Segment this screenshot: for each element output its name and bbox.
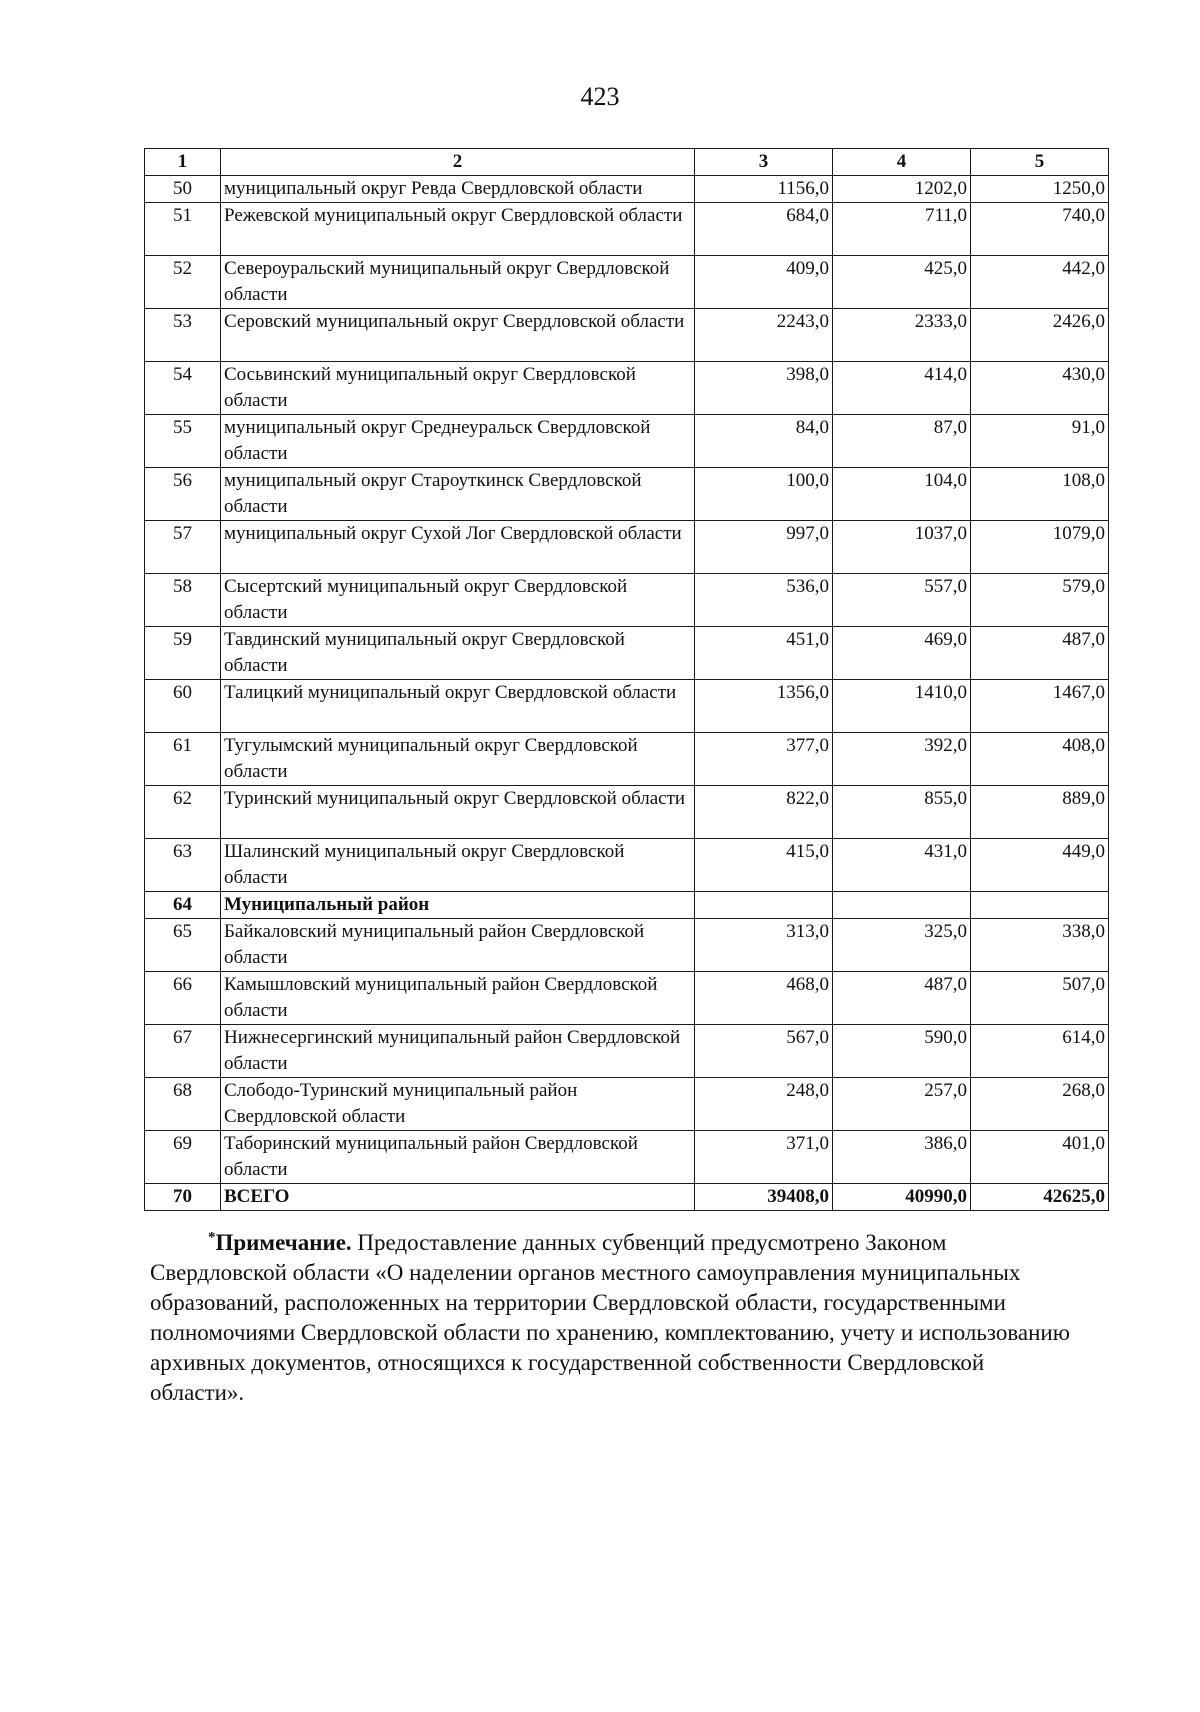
row-col5-cell: 408,0: [971, 733, 1109, 786]
row-col3-cell: 398,0: [695, 362, 833, 415]
table-row: [145, 309, 1109, 362]
header-col-3: 3: [695, 149, 833, 176]
row-col4-cell: 87,0: [833, 415, 971, 468]
header-col-1: 1: [145, 149, 221, 176]
row-name-cell: Шалинский муниципальный округ Свердловской области: [221, 839, 695, 892]
row-col3-cell: 371,0: [695, 1131, 833, 1184]
table-row: [145, 786, 1109, 839]
row-col3-cell: 468,0: [695, 972, 833, 1025]
row-col5-cell: 487,0: [971, 627, 1109, 680]
row-number-cell: 54: [145, 362, 221, 415]
row-col3-cell: 409,0: [695, 256, 833, 309]
row-name-cell: Байкаловский муниципальный район Свердловской области: [221, 919, 695, 972]
table-row: [145, 680, 1109, 733]
row-number-cell: 56: [145, 468, 221, 521]
row-name-cell: Тавдинский муниципальный округ Свердловской области: [221, 627, 695, 680]
row-number-cell: 52: [145, 256, 221, 309]
row-col5-cell: 2426,0: [971, 309, 1109, 362]
row-col4-cell: 1410,0: [833, 680, 971, 733]
row-col5-cell: 507,0: [971, 972, 1109, 1025]
table-row: [145, 415, 1109, 468]
row-col4-cell: 392,0: [833, 733, 971, 786]
row-col4-cell: 425,0: [833, 256, 971, 309]
row-name-cell: Режевской муниципальный округ Свердловской области: [221, 203, 695, 256]
row-col3-cell: 313,0: [695, 919, 833, 972]
row-col5-cell: 442,0: [971, 256, 1109, 309]
row-col4-cell: 590,0: [833, 1025, 971, 1078]
row-col4-cell: 855,0: [833, 786, 971, 839]
row-col5-cell: 1250,0: [971, 176, 1109, 203]
row-name-cell: Туринский муниципальный округ Свердловской области: [221, 786, 695, 839]
row-col5-cell: 268,0: [971, 1078, 1109, 1131]
table-row: [145, 1025, 1109, 1078]
row-number-cell: 55: [145, 415, 221, 468]
table-row: [145, 176, 1109, 203]
row-col4-cell: 40990,0: [833, 1184, 971, 1211]
row-col3-cell: 684,0: [695, 203, 833, 256]
table-row: [145, 892, 1109, 919]
row-name-cell: Муниципальный район: [221, 892, 695, 919]
row-col4-cell: 557,0: [833, 574, 971, 627]
row-number-cell: 61: [145, 733, 221, 786]
row-col3-cell: 536,0: [695, 574, 833, 627]
row-number-cell: 50: [145, 176, 221, 203]
table-row-total: [145, 1184, 1109, 1211]
table-row: [145, 839, 1109, 892]
row-col4-cell: 431,0: [833, 839, 971, 892]
footnote: [150, 1228, 1080, 1408]
row-name-cell: муниципальный округ Сухой Лог Свердловской области: [221, 521, 695, 574]
row-col4-cell: 257,0: [833, 1078, 971, 1131]
row-col4-cell: 1202,0: [833, 176, 971, 203]
row-col3-cell: 451,0: [695, 627, 833, 680]
row-name-cell: муниципальный округ Ревда Свердловской области: [221, 176, 695, 203]
table-row: [145, 521, 1109, 574]
footnote-label: Примечание.: [215, 1230, 352, 1255]
table-row: [145, 1078, 1109, 1131]
table-row: [145, 256, 1109, 309]
row-col3-cell: 84,0: [695, 415, 833, 468]
row-col5-cell: 740,0: [971, 203, 1109, 256]
row-col5-cell: 614,0: [971, 1025, 1109, 1078]
row-col3-cell: 2243,0: [695, 309, 833, 362]
row-name-cell: Слободо-Туринский муниципальный район Свердловской области: [221, 1078, 695, 1131]
row-col5-cell: 889,0: [971, 786, 1109, 839]
row-col5-cell: 430,0: [971, 362, 1109, 415]
row-name-cell: Камышловский муниципальный район Свердловской области: [221, 972, 695, 1025]
row-number-cell: 63: [145, 839, 221, 892]
row-col5-cell: 91,0: [971, 415, 1109, 468]
row-col3-cell: 822,0: [695, 786, 833, 839]
row-col5-cell: 108,0: [971, 468, 1109, 521]
page-number: 423: [580, 82, 620, 111]
subvention-table: [144, 148, 1109, 1211]
row-col5-cell: 338,0: [971, 919, 1109, 972]
row-name-cell: Сысертский муниципальный округ Свердловской области: [221, 574, 695, 627]
table-row: [145, 574, 1109, 627]
row-col4-cell: 325,0: [833, 919, 971, 972]
row-col3-cell: 100,0: [695, 468, 833, 521]
row-number-cell: 59: [145, 627, 221, 680]
table-row: [145, 919, 1109, 972]
row-col5-cell: 449,0: [971, 839, 1109, 892]
row-name-cell: Тугулымский муниципальный округ Свердловской области: [221, 733, 695, 786]
row-col4-cell: 414,0: [833, 362, 971, 415]
row-col4-cell: 469,0: [833, 627, 971, 680]
row-col4-cell: 104,0: [833, 468, 971, 521]
row-number-cell: 68: [145, 1078, 221, 1131]
row-number-cell: 57: [145, 521, 221, 574]
row-name-cell: ВСЕГО: [221, 1184, 695, 1211]
row-col5-cell: 1079,0: [971, 521, 1109, 574]
row-col3-cell: 248,0: [695, 1078, 833, 1131]
row-col4-cell: 1037,0: [833, 521, 971, 574]
row-number-cell: 69: [145, 1131, 221, 1184]
row-col3-cell: 997,0: [695, 521, 833, 574]
row-number-cell: 65: [145, 919, 221, 972]
row-number-cell: 62: [145, 786, 221, 839]
table-row: [145, 627, 1109, 680]
row-name-cell: Таборинский муниципальный район Свердловской области: [221, 1131, 695, 1184]
row-number-cell: 58: [145, 574, 221, 627]
table-header-row: [145, 149, 1109, 176]
header-col-5: 5: [971, 149, 1109, 176]
table-row: [145, 733, 1109, 786]
header-col-2: 2: [221, 149, 695, 176]
row-name-cell: Североуральский муниципальный округ Свердловской области: [221, 256, 695, 309]
row-name-cell: муниципальный округ Среднеуральск Свердловской области: [221, 415, 695, 468]
row-number-cell: 60: [145, 680, 221, 733]
row-name-cell: Нижнесергинский муниципальный район Свердловской области: [221, 1025, 695, 1078]
row-col5-cell: 42625,0: [971, 1184, 1109, 1211]
footnote-text: Предоставление данных субвенций предусмотрено Законом Свердловской области «О наделении органов местного самоуправления муниципальных образований, расположенных на территории Свердловской области, государственными полномочиями Свердловской области по хранению, комплектованию, учету и использованию архивных документов, относящихся к государственной собственности Свердловской области».: [150, 1230, 1070, 1405]
row-col3-cell: 1156,0: [695, 176, 833, 203]
row-name-cell: Серовский муниципальный округ Свердловской области: [221, 309, 695, 362]
row-col5-cell: [971, 892, 1109, 919]
row-number-cell: 51: [145, 203, 221, 256]
row-col3-cell: 567,0: [695, 1025, 833, 1078]
row-col4-cell: 2333,0: [833, 309, 971, 362]
row-number-cell: 70: [145, 1184, 221, 1211]
row-number-cell: 64: [145, 892, 221, 919]
table-row: [145, 1131, 1109, 1184]
row-name-cell: Талицкий муниципальный округ Свердловской области: [221, 680, 695, 733]
row-col5-cell: 579,0: [971, 574, 1109, 627]
row-col4-cell: 386,0: [833, 1131, 971, 1184]
row-col3-cell: 377,0: [695, 733, 833, 786]
header-col-4: 4: [833, 149, 971, 176]
row-col4-cell: 487,0: [833, 972, 971, 1025]
table-row: [145, 972, 1109, 1025]
row-number-cell: 67: [145, 1025, 221, 1078]
row-col5-cell: 1467,0: [971, 680, 1109, 733]
table-row: [145, 362, 1109, 415]
row-col3-cell: 1356,0: [695, 680, 833, 733]
row-name-cell: Сосьвинский муниципальный округ Свердловской области: [221, 362, 695, 415]
table-body: [145, 176, 1109, 1211]
row-col3-cell: [695, 892, 833, 919]
row-col3-cell: 39408,0: [695, 1184, 833, 1211]
row-col3-cell: 415,0: [695, 839, 833, 892]
row-name-cell: муниципальный округ Староуткинск Свердловской области: [221, 468, 695, 521]
row-col5-cell: 401,0: [971, 1131, 1109, 1184]
row-col4-cell: 711,0: [833, 203, 971, 256]
table-row: [145, 203, 1109, 256]
row-number-cell: 66: [145, 972, 221, 1025]
table-row: [145, 468, 1109, 521]
footnote-asterisk: *: [208, 1229, 216, 1246]
row-number-cell: 53: [145, 309, 221, 362]
row-col4-cell: [833, 892, 971, 919]
